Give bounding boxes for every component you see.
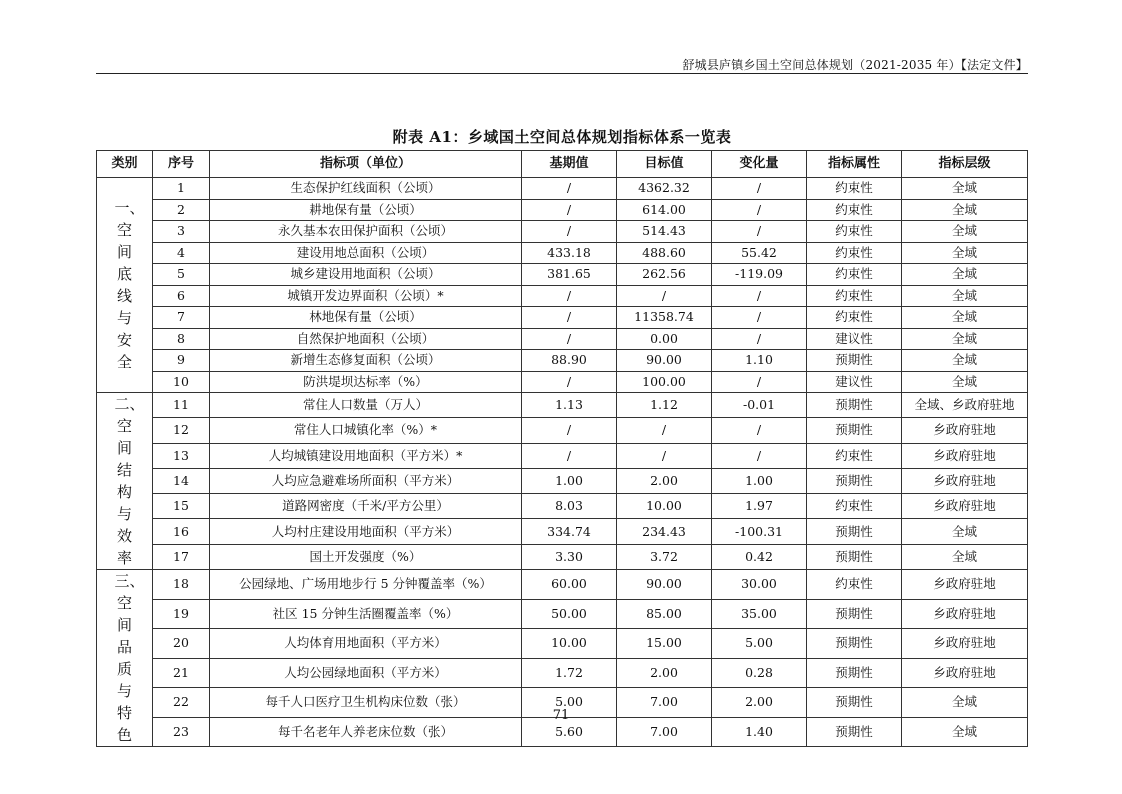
base-value: 1.72 <box>522 658 617 688</box>
indicator-attribute: 预期性 <box>807 658 902 688</box>
base-value: / <box>522 307 617 329</box>
indicator-name: 生态保护红线面积（公顷） <box>210 178 522 200</box>
target-value: 514.43 <box>617 221 712 243</box>
category-cell <box>97 393 153 570</box>
indicator-name: 每千人口医疗卫生机构床位数（张） <box>210 688 522 718</box>
change-value: / <box>712 199 807 221</box>
indicator-name: 建设用地总面积（公顷） <box>210 242 522 264</box>
indicator-attribute: 建议性 <box>807 328 902 350</box>
indicator-level: 乡政府驻地 <box>902 468 1028 493</box>
indicator-name: 常住人口数量（万人） <box>210 393 522 418</box>
indicator-attribute: 预期性 <box>807 688 902 718</box>
change-value: 1.97 <box>712 494 807 519</box>
column-header-base-value: 基期值 <box>522 151 617 178</box>
indicator-level: 乡政府驻地 <box>902 494 1028 519</box>
table-title: 附表 A1：乡域国土空间总体规划指标体系一览表 <box>392 128 732 146</box>
indicator-attribute: 约束性 <box>807 570 902 600</box>
table-row <box>97 285 1028 307</box>
table-row <box>97 350 1028 372</box>
row-number: 20 <box>153 629 210 659</box>
indicator-attribute: 建议性 <box>807 371 902 393</box>
indicator-attribute: 约束性 <box>807 285 902 307</box>
indicator-name: 城乡建设用地面积（公顷） <box>210 264 522 286</box>
indicator-attribute: 约束性 <box>807 221 902 243</box>
row-number: 22 <box>153 688 210 718</box>
target-value: 15.00 <box>617 629 712 659</box>
base-value: 5.60 <box>522 717 617 747</box>
table-row <box>97 264 1028 286</box>
base-value: 88.90 <box>522 350 617 372</box>
indicator-name: 常住人口城镇化率（%）* <box>210 418 522 443</box>
table-row <box>97 307 1028 329</box>
base-value: / <box>522 221 617 243</box>
indicator-attribute: 预期性 <box>807 544 902 569</box>
change-value: / <box>712 443 807 468</box>
table-row <box>97 371 1028 393</box>
base-value: / <box>522 178 617 200</box>
indicator-name: 人均村庄建设用地面积（平方米） <box>210 519 522 544</box>
change-value: -119.09 <box>712 264 807 286</box>
indicator-attribute: 预期性 <box>807 468 902 493</box>
row-number: 23 <box>153 717 210 747</box>
indicator-name: 人均体育用地面积（平方米） <box>210 629 522 659</box>
indicator-name: 永久基本农田保护面积（公顷） <box>210 221 522 243</box>
target-value: 90.00 <box>617 350 712 372</box>
target-value: / <box>617 443 712 468</box>
indicator-level: 全域 <box>902 178 1028 200</box>
base-value: / <box>522 328 617 350</box>
page-number: 71 <box>552 708 570 723</box>
target-value: 10.00 <box>617 494 712 519</box>
indicator-attribute: 预期性 <box>807 717 902 747</box>
row-number: 18 <box>153 570 210 600</box>
target-value: 262.56 <box>617 264 712 286</box>
indicator-attribute: 预期性 <box>807 519 902 544</box>
base-value: / <box>522 199 617 221</box>
indicator-name: 城镇开发边界面积（公顷）* <box>210 285 522 307</box>
indicator-attribute: 预期性 <box>807 599 902 629</box>
change-value: / <box>712 371 807 393</box>
indicator-level: 乡政府驻地 <box>902 570 1028 600</box>
row-number: 7 <box>153 307 210 329</box>
table-row <box>97 599 1028 629</box>
indicator-attribute: 预期性 <box>807 418 902 443</box>
column-header-change: 变化量 <box>712 151 807 178</box>
row-number: 1 <box>153 178 210 200</box>
target-value: 7.00 <box>617 688 712 718</box>
column-header-number: 序号 <box>153 151 210 178</box>
row-number: 13 <box>153 443 210 468</box>
indicator-attribute: 约束性 <box>807 178 902 200</box>
change-value: / <box>712 307 807 329</box>
table-row <box>97 178 1028 200</box>
target-value: 85.00 <box>617 599 712 629</box>
change-value: 0.42 <box>712 544 807 569</box>
change-value: / <box>712 418 807 443</box>
table-row <box>97 242 1028 264</box>
category-label: 二、空间结构与效率 <box>114 395 145 567</box>
indicator-level: 全域、乡政府驻地 <box>902 393 1028 418</box>
table-row <box>97 570 1028 600</box>
indicator-level: 全域 <box>902 242 1028 264</box>
target-value: / <box>617 285 712 307</box>
change-value: 2.00 <box>712 688 807 718</box>
change-value: / <box>712 328 807 350</box>
indicator-attribute: 约束性 <box>807 307 902 329</box>
indicator-level: 乡政府驻地 <box>902 443 1028 468</box>
indicator-level: 全域 <box>902 371 1028 393</box>
indicator-name: 耕地保有量（公顷） <box>210 199 522 221</box>
base-value: 10.00 <box>522 629 617 659</box>
table-row <box>97 519 1028 544</box>
table-row <box>97 418 1028 443</box>
indicator-level: 全域 <box>902 285 1028 307</box>
change-value: -100.31 <box>712 519 807 544</box>
base-value: 334.74 <box>522 519 617 544</box>
indicator-level: 全域 <box>902 307 1028 329</box>
indicator-level: 全域 <box>902 717 1028 747</box>
base-value: 1.00 <box>522 468 617 493</box>
indicator-attribute: 约束性 <box>807 199 902 221</box>
indicator-level: 乡政府驻地 <box>902 658 1028 688</box>
table-body <box>97 178 1028 747</box>
table-row <box>97 221 1028 243</box>
indicator-name: 道路网密度（千米/平方公里） <box>210 494 522 519</box>
indicator-attribute: 预期性 <box>807 350 902 372</box>
base-value: 5.00 <box>522 688 617 718</box>
change-value: 1.40 <box>712 717 807 747</box>
target-value: 4362.32 <box>617 178 712 200</box>
change-value: 1.00 <box>712 468 807 493</box>
indicator-name: 每千名老年人养老床位数（张） <box>210 717 522 747</box>
column-header-category: 类别 <box>97 151 153 178</box>
indicator-name: 人均应急避难场所面积（平方米） <box>210 468 522 493</box>
base-value: 381.65 <box>522 264 617 286</box>
row-number: 14 <box>153 468 210 493</box>
target-value: 7.00 <box>617 717 712 747</box>
change-value: / <box>712 285 807 307</box>
category-label: 一、空间底线与安全 <box>114 199 145 371</box>
target-value: 3.72 <box>617 544 712 569</box>
indicator-attribute: 约束性 <box>807 494 902 519</box>
indicator-table <box>96 150 1028 747</box>
indicator-level: 乡政府驻地 <box>902 599 1028 629</box>
change-value: 35.00 <box>712 599 807 629</box>
target-value: / <box>617 418 712 443</box>
target-value: 488.60 <box>617 242 712 264</box>
row-number: 6 <box>153 285 210 307</box>
row-number: 10 <box>153 371 210 393</box>
row-number: 16 <box>153 519 210 544</box>
header-rule <box>96 73 1028 74</box>
row-number: 11 <box>153 393 210 418</box>
row-number: 15 <box>153 494 210 519</box>
target-value: 614.00 <box>617 199 712 221</box>
indicator-level: 全域 <box>902 350 1028 372</box>
target-value: 2.00 <box>617 658 712 688</box>
base-value: / <box>522 418 617 443</box>
indicator-level: 全域 <box>902 221 1028 243</box>
change-value: 1.10 <box>712 350 807 372</box>
category-cell <box>97 178 153 393</box>
base-value: / <box>522 371 617 393</box>
table-row <box>97 199 1028 221</box>
table-row <box>97 328 1028 350</box>
change-value: / <box>712 178 807 200</box>
table-row <box>97 494 1028 519</box>
base-value: 8.03 <box>522 494 617 519</box>
row-number: 19 <box>153 599 210 629</box>
row-number: 3 <box>153 221 210 243</box>
row-number: 8 <box>153 328 210 350</box>
target-value: 0.00 <box>617 328 712 350</box>
indicator-level: 乡政府驻地 <box>902 418 1028 443</box>
base-value: / <box>522 443 617 468</box>
indicator-name: 人均城镇建设用地面积（平方米）* <box>210 443 522 468</box>
indicator-name: 新增生态修复面积（公顷） <box>210 350 522 372</box>
indicator-level: 全域 <box>902 264 1028 286</box>
change-value: 55.42 <box>712 242 807 264</box>
target-value: 11358.74 <box>617 307 712 329</box>
table-row <box>97 443 1028 468</box>
category-label: 三、空间品质与特色 <box>114 572 145 744</box>
change-value: -0.01 <box>712 393 807 418</box>
base-value: 1.13 <box>522 393 617 418</box>
table-row <box>97 468 1028 493</box>
column-header-target-value: 目标值 <box>617 151 712 178</box>
row-number: 2 <box>153 199 210 221</box>
target-value: 234.43 <box>617 519 712 544</box>
table-row <box>97 629 1028 659</box>
row-number: 12 <box>153 418 210 443</box>
indicator-level: 乡政府驻地 <box>902 629 1028 659</box>
table-header-row <box>97 151 1028 178</box>
indicator-name: 人均公园绿地面积（平方米） <box>210 658 522 688</box>
row-number: 9 <box>153 350 210 372</box>
indicator-name: 国土开发强度（%） <box>210 544 522 569</box>
target-value: 2.00 <box>617 468 712 493</box>
target-value: 90.00 <box>617 570 712 600</box>
base-value: 60.00 <box>522 570 617 600</box>
indicator-level: 全域 <box>902 519 1028 544</box>
indicator-name: 公园绿地、广场用地步行 5 分钟覆盖率（%） <box>210 570 522 600</box>
table-row <box>97 544 1028 569</box>
target-value: 1.12 <box>617 393 712 418</box>
indicator-level: 全域 <box>902 328 1028 350</box>
row-number: 17 <box>153 544 210 569</box>
target-value: 100.00 <box>617 371 712 393</box>
document-header: 舒城县庐镇乡国土空间总体规划（2021-2035 年）【法定文件】 <box>682 58 1028 72</box>
base-value: 50.00 <box>522 599 617 629</box>
indicator-level: 全域 <box>902 544 1028 569</box>
column-header-attribute: 指标属性 <box>807 151 902 178</box>
row-number: 21 <box>153 658 210 688</box>
column-header-indicator: 指标项（单位） <box>210 151 522 178</box>
indicator-attribute: 预期性 <box>807 393 902 418</box>
table-row <box>97 658 1028 688</box>
indicator-attribute: 约束性 <box>807 264 902 286</box>
base-value: / <box>522 285 617 307</box>
row-number: 5 <box>153 264 210 286</box>
row-number: 4 <box>153 242 210 264</box>
indicator-name: 防洪堤坝达标率（%） <box>210 371 522 393</box>
base-value: 433.18 <box>522 242 617 264</box>
indicator-name: 社区 15 分钟生活圈覆盖率（%） <box>210 599 522 629</box>
indicator-attribute: 约束性 <box>807 443 902 468</box>
indicator-attribute: 约束性 <box>807 242 902 264</box>
change-value: 0.28 <box>712 658 807 688</box>
base-value: 3.30 <box>522 544 617 569</box>
column-header-level: 指标层级 <box>902 151 1028 178</box>
indicator-attribute: 预期性 <box>807 629 902 659</box>
change-value: 30.00 <box>712 570 807 600</box>
table-row <box>97 393 1028 418</box>
indicator-level: 全域 <box>902 199 1028 221</box>
indicator-name: 自然保护地面积（公顷） <box>210 328 522 350</box>
change-value: 5.00 <box>712 629 807 659</box>
indicator-level: 全域 <box>902 688 1028 718</box>
change-value: / <box>712 221 807 243</box>
indicator-name: 林地保有量（公顷） <box>210 307 522 329</box>
